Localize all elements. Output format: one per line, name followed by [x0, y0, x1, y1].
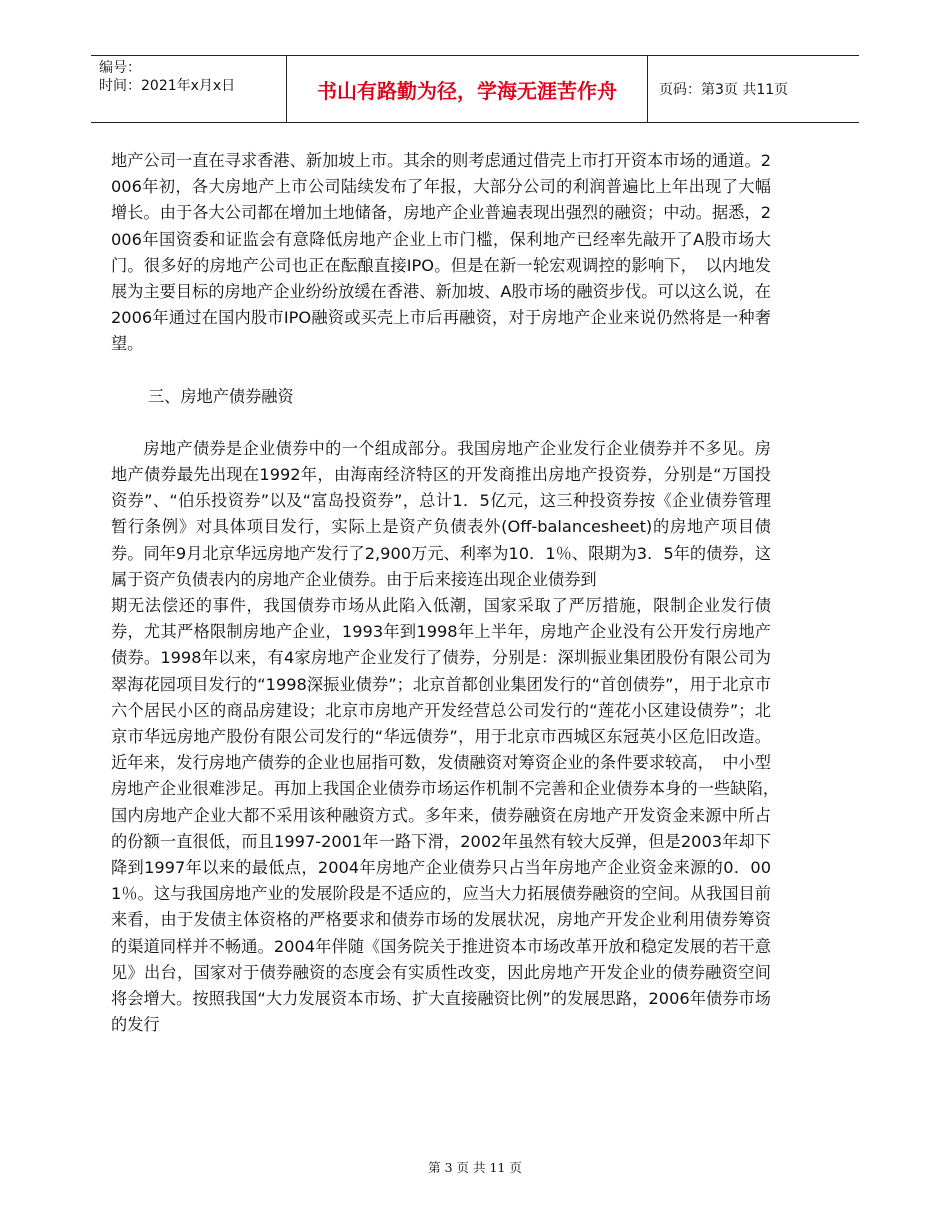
body-paragraph-3: 期无法偿还的事件，我国债券市场从此陷入低潮，国家采取了严厉措施，限制企业发行债券，尤其严格限制房地产企业，1993年到1998年上半年，房地产企业没有公开发行房地产债券。1998年以来，有4家房地产企业发行了债券，分别是：深圳振业集团股份有限公司为翠海花园项目发行的“1998深振业债券”；北京首都创业集团发行的“首创债券”，用于北京市六个居民小区的商品房建设；北京市房地产开发经营总公司发行的“莲花小区建设债券”；北京市华远房地产股份有限公司发行的“华远债券”，用于北京市西城区东冠英小区危旧改造。近年来，发行房地产债券的企业也屈指可数，发债融资对筹资企业的条件要求较高， 中小型房地产企业很难涉足。再加上我国企业债券市场运作机制不完善和企业债券本身的一些缺陷， 国内房地产企业大都不采用该种融资方式。多年来，债券融资在房地产开发资金来源中所占的份额一直很低，而且1997-2001年一路下滑，2002年虽然有较大反弹，但是2003年却下降到1997年以来的最低点，2004年房地产企业债券只占当年房地产企业资金来源的0．001％。这与我国房地产业的发展阶段是不适应的，应当大力拓展债券融资的空间。从我国目前来看，由于发债主体资格的严格要求和债券市场的发展状况，房地产开发企业利用债券筹资的渠道同样并不畅通。2004年伴随《国务院关于推进资本市场改革开放和稳定发展的若干意见》出台，国家对于债券融资的态度会有实质性改变，因此房地产开发企业的债券融资空间将会增大。按照我国“大力发展资本市场、扩大直接融资比例”的发展思路，2006年债券市场的发行: [111, 596, 788, 1035]
header-page-info: 页码：第3页 共11页: [659, 82, 789, 98]
header-meta: [91, 56, 287, 122]
header-motto: 书山有路勤为径，学海无涯苦作舟: [287, 56, 648, 122]
document-time: 时间：2021年x月x日: [99, 78, 236, 94]
page-footer: 第 3 页 共 11 页: [428, 1160, 522, 1175]
body-paragraph-1: 地产公司一直在寻求香港、新加坡上市。其余的则考虑通过借壳上市打开资本市场的通道。2006年初，各大房地产上市公司陆续发布了年报，大部分公司的利润普遍比上年出现了大幅增长。由于各大公司都在增加土地储备，房地产企业普遍表现出强烈的融资；中动。据悉，2006年国资委和证监会有意降低房地产企业上市门槛，保利地产已经率先敲开了A股市场大门。很多好的房地产公司也正在酝酿直接IPO。但是在新一轮宏观调控的影响下， 以内地发展为主要目标的房地产企业纷纷放缓在香港、新加坡、A股市场的融资步伐。可以这么说，在2006年通过在国内股市IPO融资或买壳上市后再融资，对于房地产企业来说仍然将是一种奢望。: [111, 151, 771, 354]
body-paragraph-2: 房地产债券是企业债券中的一个组成部分。我国房地产企业发行企业债券并不多见。房地产债券最先出现在1992年，由海南经济特区的开发商推出房地产投资券，分别是“万国投资券”、“伯乐投资券”以及“富岛投资券”，总计1．5亿元，这三种投资券按《企业债券管理暂行条例》对具体项目发行，实际上是资产负债表外(Off-balancesheet)的房地产项目债券。同年9月北京华远房地产发行了2,900万元、利率为10．1％、限期为3．5年的债券，这属于资产负债表内的房地产企业债券。由于后来接连出现企业债券到: [111, 438, 771, 589]
document-number-label: 编号：: [99, 60, 141, 76]
document-body: [111, 148, 788, 1039]
page-header: [91, 55, 859, 123]
section-heading: 三、房地产债券融资: [148, 386, 294, 406]
